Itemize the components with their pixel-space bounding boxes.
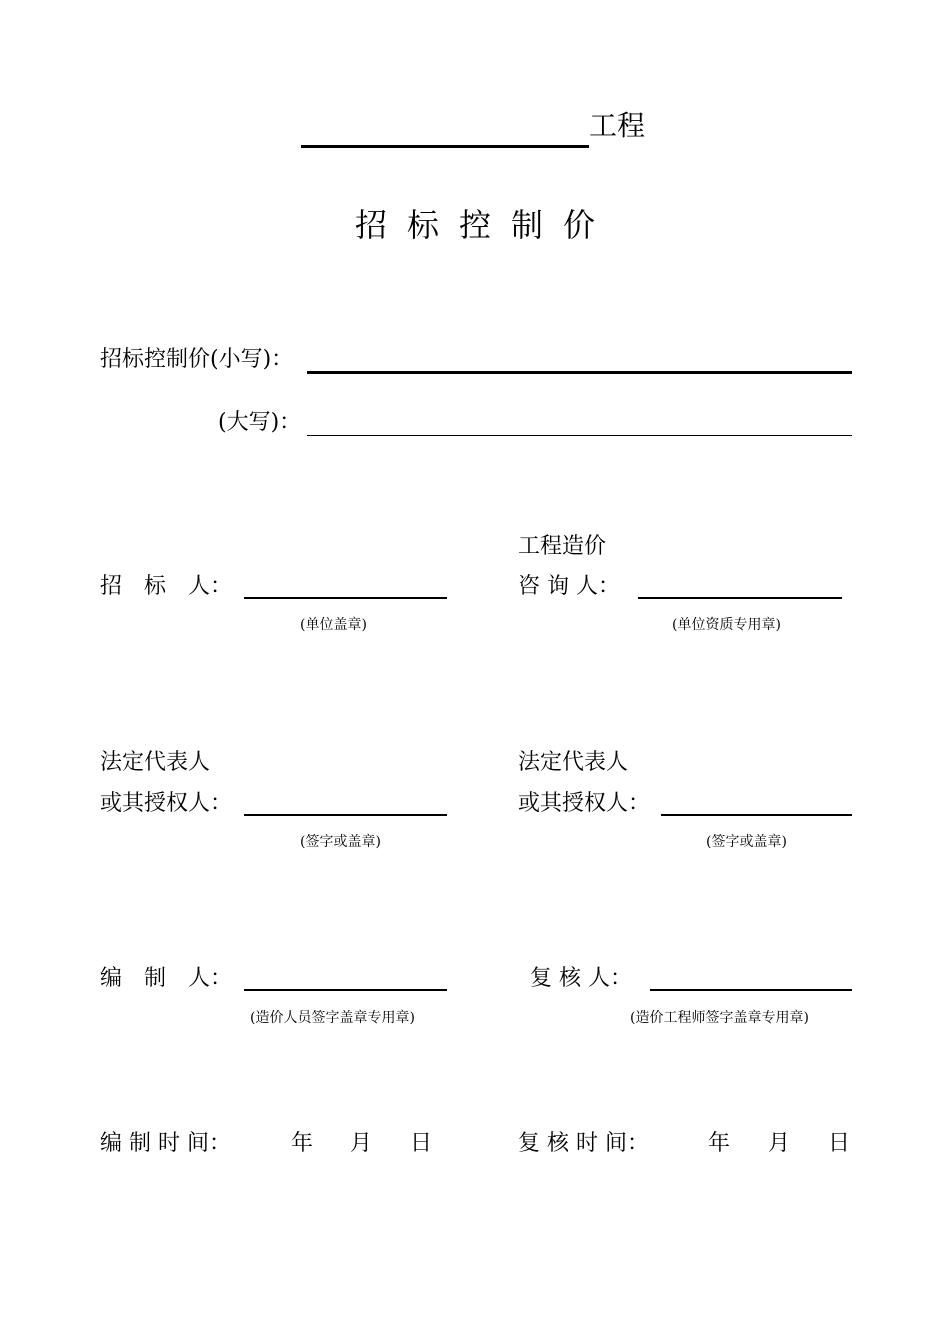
review-date-day[interactable]: 日 bbox=[828, 1131, 851, 1156]
price-lower-label: 招标控制价(小写)： bbox=[100, 347, 294, 372]
compiler-signature-line[interactable] bbox=[244, 989, 447, 991]
left-rep-label-line2: 或其授权人： bbox=[100, 791, 233, 816]
right-rep-label-line1: 法定代表人 bbox=[518, 750, 629, 775]
right-rep-note: (签字或盖章) bbox=[706, 834, 787, 850]
compile-date-year[interactable]: 年 bbox=[291, 1131, 314, 1156]
price-upper-underline bbox=[307, 435, 852, 436]
price-upper-value[interactable] bbox=[310, 405, 850, 433]
reviewer-label: 复 核 人： bbox=[530, 966, 632, 991]
compiler-note: (造价人员签字盖章专用章) bbox=[250, 1010, 415, 1026]
review-date-year[interactable]: 年 bbox=[708, 1131, 731, 1156]
left-rep-label-line1: 法定代表人 bbox=[100, 750, 211, 775]
consultant-note: (单位资质专用章) bbox=[672, 617, 781, 633]
consultant-label-line1: 工程造价 bbox=[518, 534, 607, 559]
tenderer-label: 招 标 人： bbox=[100, 574, 233, 599]
right-rep-signature-line[interactable] bbox=[661, 814, 852, 816]
review-date-month[interactable]: 月 bbox=[768, 1131, 791, 1156]
consultant-label-line2: 咨 询 人： bbox=[518, 574, 620, 599]
project-name-underline[interactable] bbox=[301, 145, 589, 148]
tenderer-signature-line[interactable] bbox=[244, 597, 447, 599]
project-suffix: 工程 bbox=[589, 109, 646, 142]
consultant-signature-line[interactable] bbox=[638, 597, 842, 599]
left-rep-note: (签字或盖章) bbox=[300, 834, 381, 850]
compile-date-day[interactable]: 日 bbox=[410, 1131, 433, 1156]
review-date-label: 复 核 时 间： bbox=[518, 1131, 649, 1156]
left-rep-signature-line[interactable] bbox=[244, 814, 447, 816]
right-rep-label-line2: 或其授权人： bbox=[518, 791, 651, 816]
tenderer-note: (单位盖章) bbox=[300, 617, 367, 633]
compile-date-label: 编 制 时 间： bbox=[100, 1131, 231, 1156]
compile-date-month[interactable]: 月 bbox=[350, 1131, 373, 1156]
price-lower-underline bbox=[307, 371, 852, 374]
price-upper-label: (大写)： bbox=[218, 410, 302, 435]
reviewer-signature-line[interactable] bbox=[650, 989, 852, 991]
compiler-label: 编 制 人： bbox=[100, 966, 233, 991]
reviewer-note: (造价工程师签字盖章专用章) bbox=[630, 1010, 809, 1026]
price-lower-value[interactable] bbox=[310, 342, 850, 370]
document-title: 招标控制价 bbox=[355, 206, 616, 244]
